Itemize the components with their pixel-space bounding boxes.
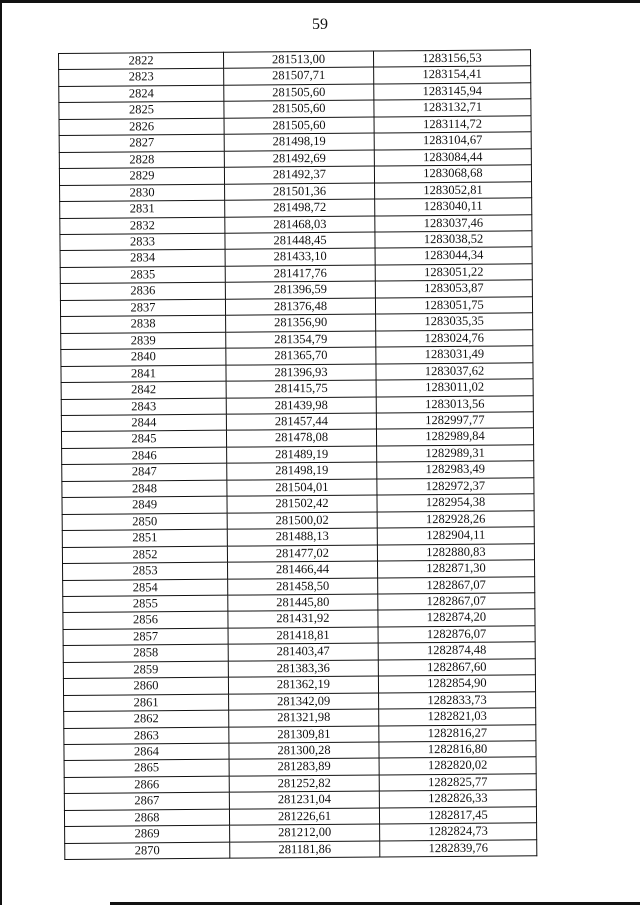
y-coordinate-cell: 1283038,52 [375,231,532,249]
x-coordinate-cell: 281252,82 [229,775,379,793]
point-number-cell: 2848 [62,480,227,498]
x-coordinate-cell: 281354,79 [226,331,376,349]
x-coordinate-cell: 281498,19 [224,133,374,151]
coordinate-table [58,49,537,860]
y-coordinate-cell: 1283035,35 [376,313,533,331]
x-coordinate-cell: 281231,04 [229,791,379,809]
y-coordinate-cell: 1282876,07 [378,626,535,644]
x-coordinate-cell: 281362,19 [228,676,378,694]
y-coordinate-cell: 1283084,44 [374,149,531,167]
point-number-cell: 2861 [64,694,229,712]
point-number-cell: 2831 [60,200,225,218]
y-coordinate-cell: 1283011,02 [376,379,533,397]
point-number-cell: 2828 [59,151,224,169]
y-coordinate-cell: 1283044,34 [375,247,532,265]
y-coordinate-cell: 1283052,81 [375,181,532,199]
point-number-cell: 2863 [64,727,229,745]
x-coordinate-cell: 281403,47 [228,643,378,661]
point-number-cell: 2824 [59,85,224,103]
x-coordinate-cell: 281309,81 [229,726,379,744]
y-coordinate-cell: 1283053,87 [375,280,532,298]
y-coordinate-cell: 1283156,53 [373,50,530,68]
point-number-cell: 2847 [62,464,227,482]
y-coordinate-cell: 1283013,56 [376,395,533,413]
point-number-cell: 2866 [64,776,229,794]
y-coordinate-cell: 1282854,90 [378,675,535,693]
x-coordinate-cell: 281501,36 [225,183,375,201]
x-coordinate-cell: 281492,69 [224,150,374,168]
y-coordinate-cell: 1283037,46 [375,214,532,232]
point-number-cell: 2832 [60,217,225,235]
y-coordinate-cell: 1282820,02 [379,757,536,775]
y-coordinate-cell: 1282867,07 [378,576,535,594]
y-coordinate-cell: 1282833,73 [379,691,536,709]
point-number-cell: 2858 [63,644,228,662]
x-coordinate-cell: 281498,72 [225,199,375,217]
point-number-cell: 2857 [63,628,228,646]
scan-border-left [0,0,2,905]
x-coordinate-cell: 281417,76 [225,265,375,283]
x-coordinate-cell: 281415,75 [226,380,376,398]
point-number-cell: 2845 [61,431,226,449]
y-coordinate-cell: 1282871,30 [378,560,535,578]
y-coordinate-cell: 1282874,48 [378,642,535,660]
y-coordinate-cell: 1283145,94 [374,83,531,101]
x-coordinate-cell: 281468,03 [225,216,375,234]
y-coordinate-cell: 1282997,77 [376,412,533,430]
x-coordinate-cell: 281507,71 [224,67,374,85]
x-coordinate-cell: 281300,28 [229,742,379,760]
point-number-cell: 2851 [62,529,227,547]
point-number-cell: 2869 [65,825,230,843]
x-coordinate-cell: 281283,89 [229,758,379,776]
y-coordinate-cell: 1282954,38 [377,494,534,512]
y-coordinate-cell: 1282928,26 [377,510,534,528]
point-number-cell: 2860 [63,677,228,695]
point-number-cell: 2868 [64,809,229,827]
point-number-cell: 2843 [61,398,226,416]
y-coordinate-cell: 1282867,07 [378,593,535,611]
point-number-cell: 2870 [65,842,230,860]
point-number-cell: 2865 [64,760,229,778]
y-coordinate-cell: 1282816,27 [379,724,536,742]
x-coordinate-cell: 281500,02 [227,512,377,530]
x-coordinate-cell: 281513,00 [223,51,373,69]
y-coordinate-cell: 1282824,73 [380,823,537,841]
point-number-cell: 2846 [62,447,227,465]
point-number-cell: 2834 [60,250,225,268]
x-coordinate-cell: 281356,90 [226,314,376,332]
point-number-cell: 2833 [60,233,225,251]
point-number-cell: 2853 [63,562,228,580]
x-coordinate-cell: 281505,60 [224,100,374,118]
point-number-cell: 2835 [60,266,225,284]
point-number-cell: 2862 [64,710,229,728]
point-number-cell: 2859 [63,661,228,679]
page-number: 59 [312,16,328,33]
y-coordinate-cell: 1282867,60 [378,659,535,677]
point-number-cell: 2826 [59,118,224,136]
point-number-cell: 2839 [61,332,226,350]
x-coordinate-cell: 281498,19 [227,462,377,480]
x-coordinate-cell: 281505,60 [224,84,374,102]
y-coordinate-cell: 1282972,37 [377,478,534,496]
y-coordinate-cell: 1283051,75 [375,297,532,315]
x-coordinate-cell: 281342,09 [229,693,379,711]
x-coordinate-cell: 281448,45 [225,232,375,250]
point-number-cell: 2856 [63,612,228,630]
point-number-cell: 2841 [61,365,226,383]
x-coordinate-cell: 281418,81 [228,627,378,645]
coordinate-table-container [58,49,537,860]
y-coordinate-cell: 1282839,76 [380,840,537,858]
y-coordinate-cell: 1282989,84 [376,428,533,446]
y-coordinate-cell: 1283154,41 [374,66,531,84]
x-coordinate-cell: 281433,10 [225,248,375,266]
point-number-cell: 2867 [64,793,229,811]
x-coordinate-cell: 281478,08 [226,429,376,447]
x-coordinate-cell: 281365,70 [226,347,376,365]
x-coordinate-cell: 281477,02 [227,545,377,563]
point-number-cell: 2836 [60,283,225,301]
y-coordinate-cell: 1283132,71 [374,99,531,117]
x-coordinate-cell: 281383,36 [228,660,378,678]
x-coordinate-cell: 281376,48 [225,298,375,316]
y-coordinate-cell: 1282817,45 [379,807,536,825]
scan-border-top [0,0,640,3]
x-coordinate-cell: 281466,44 [228,561,378,579]
y-coordinate-cell: 1283037,62 [376,362,533,380]
y-coordinate-cell: 1282983,49 [377,461,534,479]
x-coordinate-cell: 281489,19 [227,446,377,464]
x-coordinate-cell: 281212,00 [230,824,380,842]
point-number-cell: 2829 [59,167,224,185]
y-coordinate-cell: 1283024,76 [376,329,533,347]
x-coordinate-cell: 281488,13 [227,528,377,546]
y-coordinate-cell: 1283068,68 [374,165,531,183]
y-coordinate-cell: 1282904,11 [377,527,534,545]
x-coordinate-cell: 281431,92 [228,610,378,628]
point-number-cell: 2840 [61,348,226,366]
point-number-cell: 2864 [64,743,229,761]
y-coordinate-cell: 1282816,80 [379,741,536,759]
x-coordinate-cell: 281457,44 [226,413,376,431]
point-number-cell: 2854 [63,579,228,597]
point-number-cell: 2850 [62,513,227,531]
x-coordinate-cell: 281505,60 [224,117,374,135]
y-coordinate-cell: 1283114,72 [374,116,531,134]
point-number-cell: 2837 [60,299,225,317]
x-coordinate-cell: 281226,61 [229,808,379,826]
x-coordinate-cell: 281458,50 [228,578,378,596]
y-coordinate-cell: 1283040,11 [375,198,532,216]
y-coordinate-cell: 1282874,20 [378,609,535,627]
point-number-cell: 2822 [59,52,224,70]
x-coordinate-cell: 281504,01 [227,479,377,497]
y-coordinate-cell: 1282826,33 [379,790,536,808]
x-coordinate-cell: 281502,42 [227,495,377,513]
coordinate-table-body [59,50,537,860]
point-number-cell: 2852 [62,546,227,564]
point-number-cell: 2825 [59,102,224,120]
x-coordinate-cell: 281445,80 [228,594,378,612]
x-coordinate-cell: 281439,98 [226,397,376,415]
point-number-cell: 2855 [63,595,228,613]
y-coordinate-cell: 1282821,03 [379,708,536,726]
y-coordinate-cell: 1283051,22 [375,264,532,282]
table-row [65,840,537,860]
point-number-cell: 2838 [61,315,226,333]
point-number-cell: 2823 [59,69,224,87]
point-number-cell: 2827 [59,134,224,152]
x-coordinate-cell: 281181,86 [230,841,380,859]
x-coordinate-cell: 281321,98 [229,709,379,727]
y-coordinate-cell: 1283031,49 [376,346,533,364]
x-coordinate-cell: 281492,37 [224,166,374,184]
point-number-cell: 2844 [61,414,226,432]
y-coordinate-cell: 1283104,67 [374,132,531,150]
point-number-cell: 2830 [60,184,225,202]
y-coordinate-cell: 1282989,31 [377,445,534,463]
point-number-cell: 2842 [61,381,226,399]
y-coordinate-cell: 1282880,83 [377,543,534,561]
x-coordinate-cell: 281396,93 [226,364,376,382]
y-coordinate-cell: 1282825,77 [379,774,536,792]
x-coordinate-cell: 281396,59 [225,281,375,299]
point-number-cell: 2849 [62,496,227,514]
